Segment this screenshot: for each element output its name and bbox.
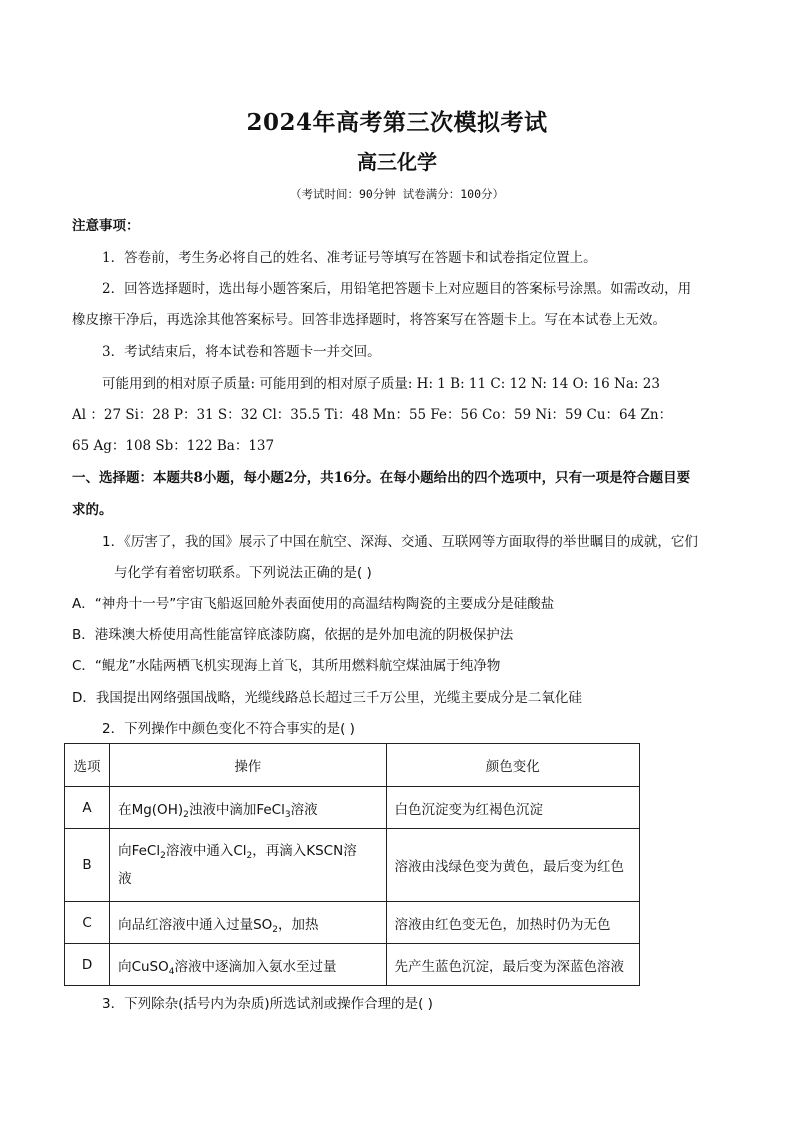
- exam-info: （考试时间：90分钟 试卷满分：100分）: [289, 187, 505, 201]
- section-1-heading-line-1: 一、选择题：本题共8小题，每小题2分，共16分。在每小题给出的四个选项中，只有一项是符合题目要: [72, 470, 691, 486]
- q1-option-a: A．“神舟十一号”宇宙飞船返回舱外表面使用的高温结构陶瓷的主要成分是硅酸盐: [72, 596, 555, 612]
- q1-option-c: C．“鲲龙”水陆两栖飞机实现海上首飞，其所用燃料航空煤油属于纯净物: [72, 658, 501, 674]
- note-item-2-line-2: 橡皮擦干净后，再选涂其他答案标号。回答非选择题时，将答案写在答题卡上。写在本试卷上无效。: [72, 312, 666, 328]
- table-row: [65, 787, 640, 829]
- row-option: B: [65, 829, 110, 902]
- row-result: 溶液由浅绿色变为黄色，最后变为红色: [386, 829, 639, 902]
- row-option: A: [65, 787, 110, 829]
- note-item-2-line-1: 2．回答选择题时，选出每小题答案后，用铅笔把答题卡上对应题目的答案标号涂黑。如需改动，用: [102, 281, 692, 297]
- note-item-1: 1．答卷前，考生务必将自己的姓名、准考证号等填写在答题卡和试卷指定位置上。: [102, 250, 597, 266]
- q3-stem: 3．下列除杂(括号内为杂质)所选试剂或操作合理的是( ): [102, 996, 433, 1012]
- header-operation: 操作: [110, 744, 386, 787]
- row-operation: 向品红溶液中通入过量$SO_2$，加热: [110, 902, 386, 944]
- table-row: [65, 944, 640, 986]
- q1-option-b: B．港珠澳大桥使用高性能富锌底漆防腐，依据的是外加电流的阴极保护法: [72, 627, 514, 643]
- row-operation: 向FeCl$_2$溶液中通入$Cl_2$，再滴入KSCN溶 液: [110, 829, 386, 902]
- table-header-row: [65, 744, 640, 787]
- q2-table: [64, 743, 640, 986]
- exam-title: 2024年高考第三次模拟考试: [246, 109, 548, 136]
- row-result: 先产生蓝色沉淀，最后变为深蓝色溶液: [386, 944, 639, 986]
- table-row: [65, 829, 640, 902]
- q1-stem-line-1: 1．《厉害了，我的国》展示了中国在航空、深海、交通、互联网等方面取得的举世瞩目的成就，它们: [102, 534, 698, 550]
- row-result: 溶液由红色变无色，加热时仍为无色: [386, 902, 639, 944]
- q2-stem: 2．下列操作中颜色变化不符合事实的是( ): [102, 721, 355, 737]
- row-result: 白色沉淀变为红褐色沉淀: [386, 787, 639, 829]
- q1-stem-line-2: 与化学有着密切联系。下列说法正确的是( ): [114, 565, 372, 581]
- row-option: C: [65, 902, 110, 944]
- note-item-3: 3．考试结束后，将本试卷和答题卡一并交回。: [102, 344, 381, 360]
- atomic-mass-line-2: Al ：27 Si：28 P：31 S：32 Cl：35.5 Ti：48 Mn：55 Fe：56 Co：59 Ni：59 Cu：64 Zn：: [72, 407, 673, 423]
- table-row: [65, 902, 640, 944]
- header-color-change: 颜色变化: [386, 744, 639, 787]
- row-operation: 向CuSO$_4$溶液中逐滴加入氨水至过量: [110, 944, 386, 986]
- exam-subtitle: 高三化学: [357, 150, 437, 174]
- atomic-mass-line-1: 可能用到的相对原子质量: 可能用到的相对原子质量: H: 1 B: 11 C: 12 N: 14 O: 16 Na: 23: [102, 376, 660, 392]
- atomic-mass-line-3: 65 Ag：108 Sb：122 Ba：137: [72, 438, 275, 454]
- row-operation: 在$Mg(OH)_2$浊液中滴加FeCl$_3$溶液: [110, 787, 386, 829]
- notes-heading: 注意事项：: [72, 218, 140, 234]
- q1-option-d: D．我国提出网络强国战略，光缆线路总长超过三千万公里，光缆主要成分是二氧化硅: [72, 690, 582, 706]
- header-option: 选项: [65, 744, 110, 787]
- section-1-heading-line-2: 求的。: [72, 502, 113, 518]
- row-option: D: [65, 944, 110, 986]
